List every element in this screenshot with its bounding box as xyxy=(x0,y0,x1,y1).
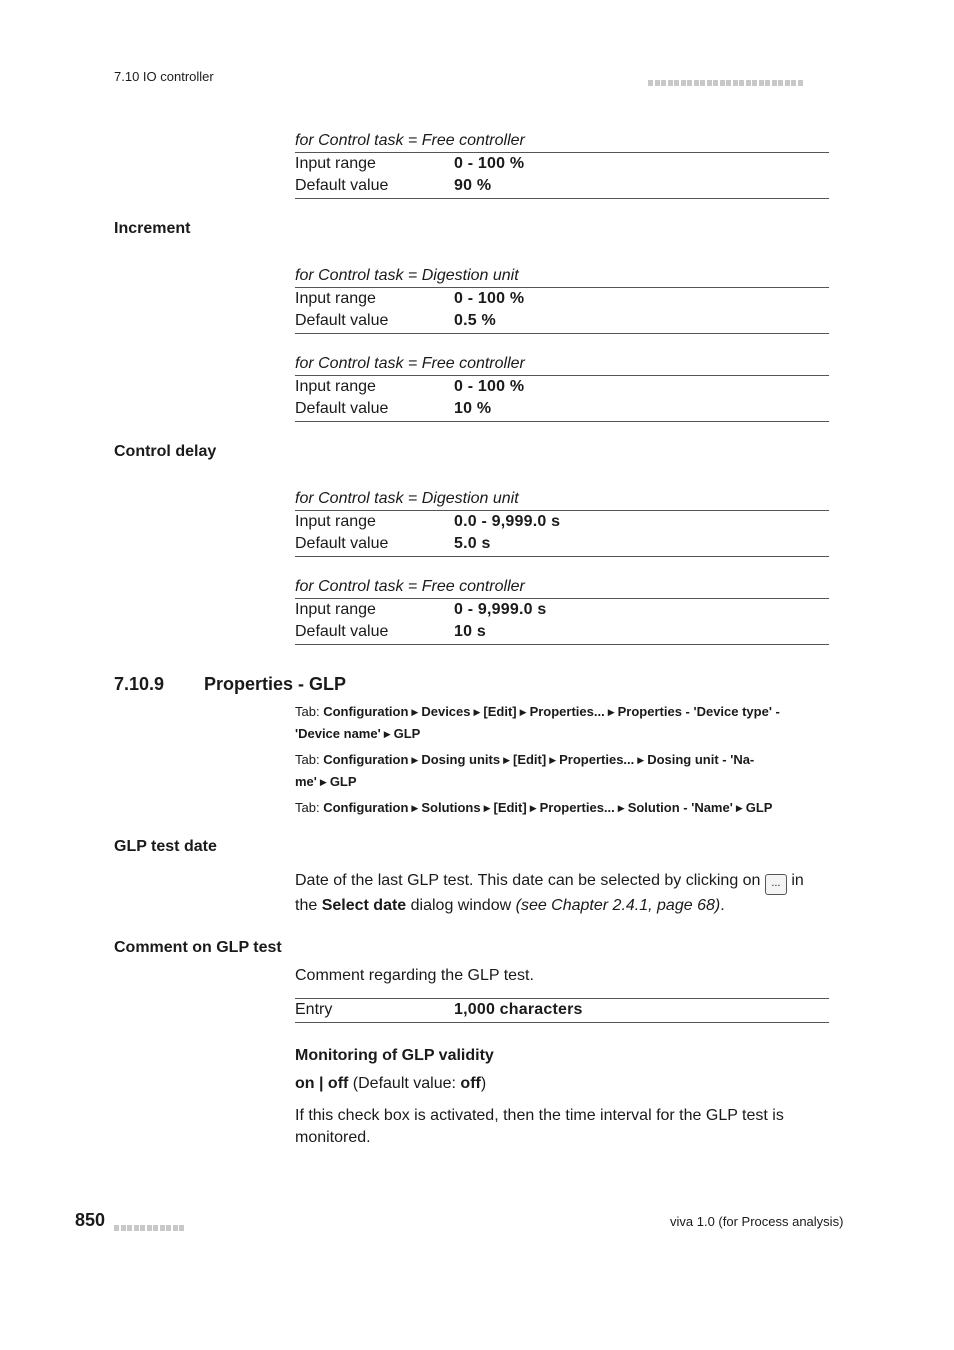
table-row: Input range 0 - 9,999.0 s xyxy=(295,601,547,618)
table-caption: for Control task = Free controller xyxy=(295,353,829,376)
chapter-reference-link[interactable]: (see Chapter 2.4.1, page 68) xyxy=(515,897,721,914)
table-row: Default value 10 % xyxy=(295,400,492,417)
right-triangle-icon: ▶ xyxy=(503,755,510,765)
right-triangle-icon: ▶ xyxy=(411,707,419,717)
table-caption: for Control task = Digestion unit xyxy=(295,265,829,288)
right-triangle-icon: ▶ xyxy=(529,803,537,813)
section-title-glp-test-date: GLP test date xyxy=(114,838,217,855)
page-number: 850 xyxy=(75,1210,106,1230)
table-caption: for Control task = Digestion unit xyxy=(295,488,829,511)
tab-path: Tab: Configuration ▶ Devices ▶ [Edit] ▶ Properties... ▶ Properties - 'Device type' - 'Device name' ▶ GLP xyxy=(295,704,780,741)
param-table xyxy=(295,488,829,557)
footer-dots xyxy=(114,1218,186,1236)
right-triangle-icon: ▶ xyxy=(319,776,327,787)
glp-test-date-description: Date of the last GLP test. This date can be selected by clicking on ... in the Select date dialog window (see Chapter 2.4.1, page 68). xyxy=(295,872,804,914)
param-table xyxy=(295,265,829,334)
param-table xyxy=(295,130,829,199)
table-row: Default value 0.5 % xyxy=(295,312,496,329)
table-row: Input range 0 - 100 % xyxy=(295,155,525,172)
param-table xyxy=(295,576,829,645)
section-title-increment: Increment xyxy=(114,220,191,237)
right-triangle-icon: ▶ xyxy=(473,707,481,717)
table-row: Input range 0.0 - 9,999.0 s xyxy=(295,513,561,530)
header-dots xyxy=(648,73,804,91)
section-title-comment: Comment on GLP test xyxy=(114,939,282,956)
table-row: Input range 0 - 100 % xyxy=(295,378,525,395)
section-title-control-delay: Control delay xyxy=(114,443,217,460)
right-triangle-icon: ▶ xyxy=(607,707,615,717)
table-row: Default value 5.0 s xyxy=(295,535,491,552)
right-triangle-icon: ▶ xyxy=(411,755,419,765)
right-triangle-icon: ▶ xyxy=(637,755,645,765)
tab-path: Tab: Configuration ▶ Dosing units ▶ [Edit] ▶ Properties... ▶ Dosing unit - 'Na- me' ▶ GLP xyxy=(295,752,755,789)
tab-path: Tab: Configuration ▶ Solutions ▶ [Edit] ▶ Properties... ▶ Solution - 'Name' ▶ GLP xyxy=(295,800,773,815)
running-header: 7.10 IO controller xyxy=(114,69,214,84)
right-triangle-icon: ▶ xyxy=(549,755,557,765)
chapter-number: 7.10.9 xyxy=(114,674,165,694)
param-table xyxy=(295,998,829,1023)
right-triangle-icon: ▶ xyxy=(383,728,391,739)
table-caption: for Control task = Free controller xyxy=(295,130,829,153)
comment-description: Comment regarding the GLP test. xyxy=(295,967,534,984)
select-date-label: Select date xyxy=(321,897,407,914)
table-caption: for Control task = Free controller xyxy=(295,576,829,599)
table-row: Default value 10 s xyxy=(295,623,486,640)
right-triangle-icon: ▶ xyxy=(411,803,419,813)
chapter-title: Properties - GLP xyxy=(204,674,347,694)
right-triangle-icon: ▶ xyxy=(735,803,743,813)
chapter-heading xyxy=(114,674,346,695)
right-triangle-icon: ▶ xyxy=(519,707,527,717)
param-table xyxy=(295,353,829,422)
right-triangle-icon: ▶ xyxy=(483,803,491,813)
ellipsis-button[interactable]: ... xyxy=(765,874,787,895)
right-triangle-icon: ▶ xyxy=(617,803,625,813)
table-row: Input range 0 - 100 % xyxy=(295,290,525,307)
option-values: on | off xyxy=(295,1075,349,1092)
table-row: Default value 90 % xyxy=(295,177,492,194)
table-row: Entry 1,000 characters xyxy=(295,1001,583,1018)
monitoring-description: If this check box is activated, then the time interval for the GLP test is monitored. xyxy=(295,1107,784,1146)
subsection-title-monitoring: Monitoring of GLP validity xyxy=(295,1047,494,1064)
default-value: off xyxy=(460,1075,481,1092)
monitoring-options: on | off (Default value: off) xyxy=(295,1075,487,1092)
footer-product: viva 1.0 (for Process analysis) xyxy=(670,1214,844,1229)
